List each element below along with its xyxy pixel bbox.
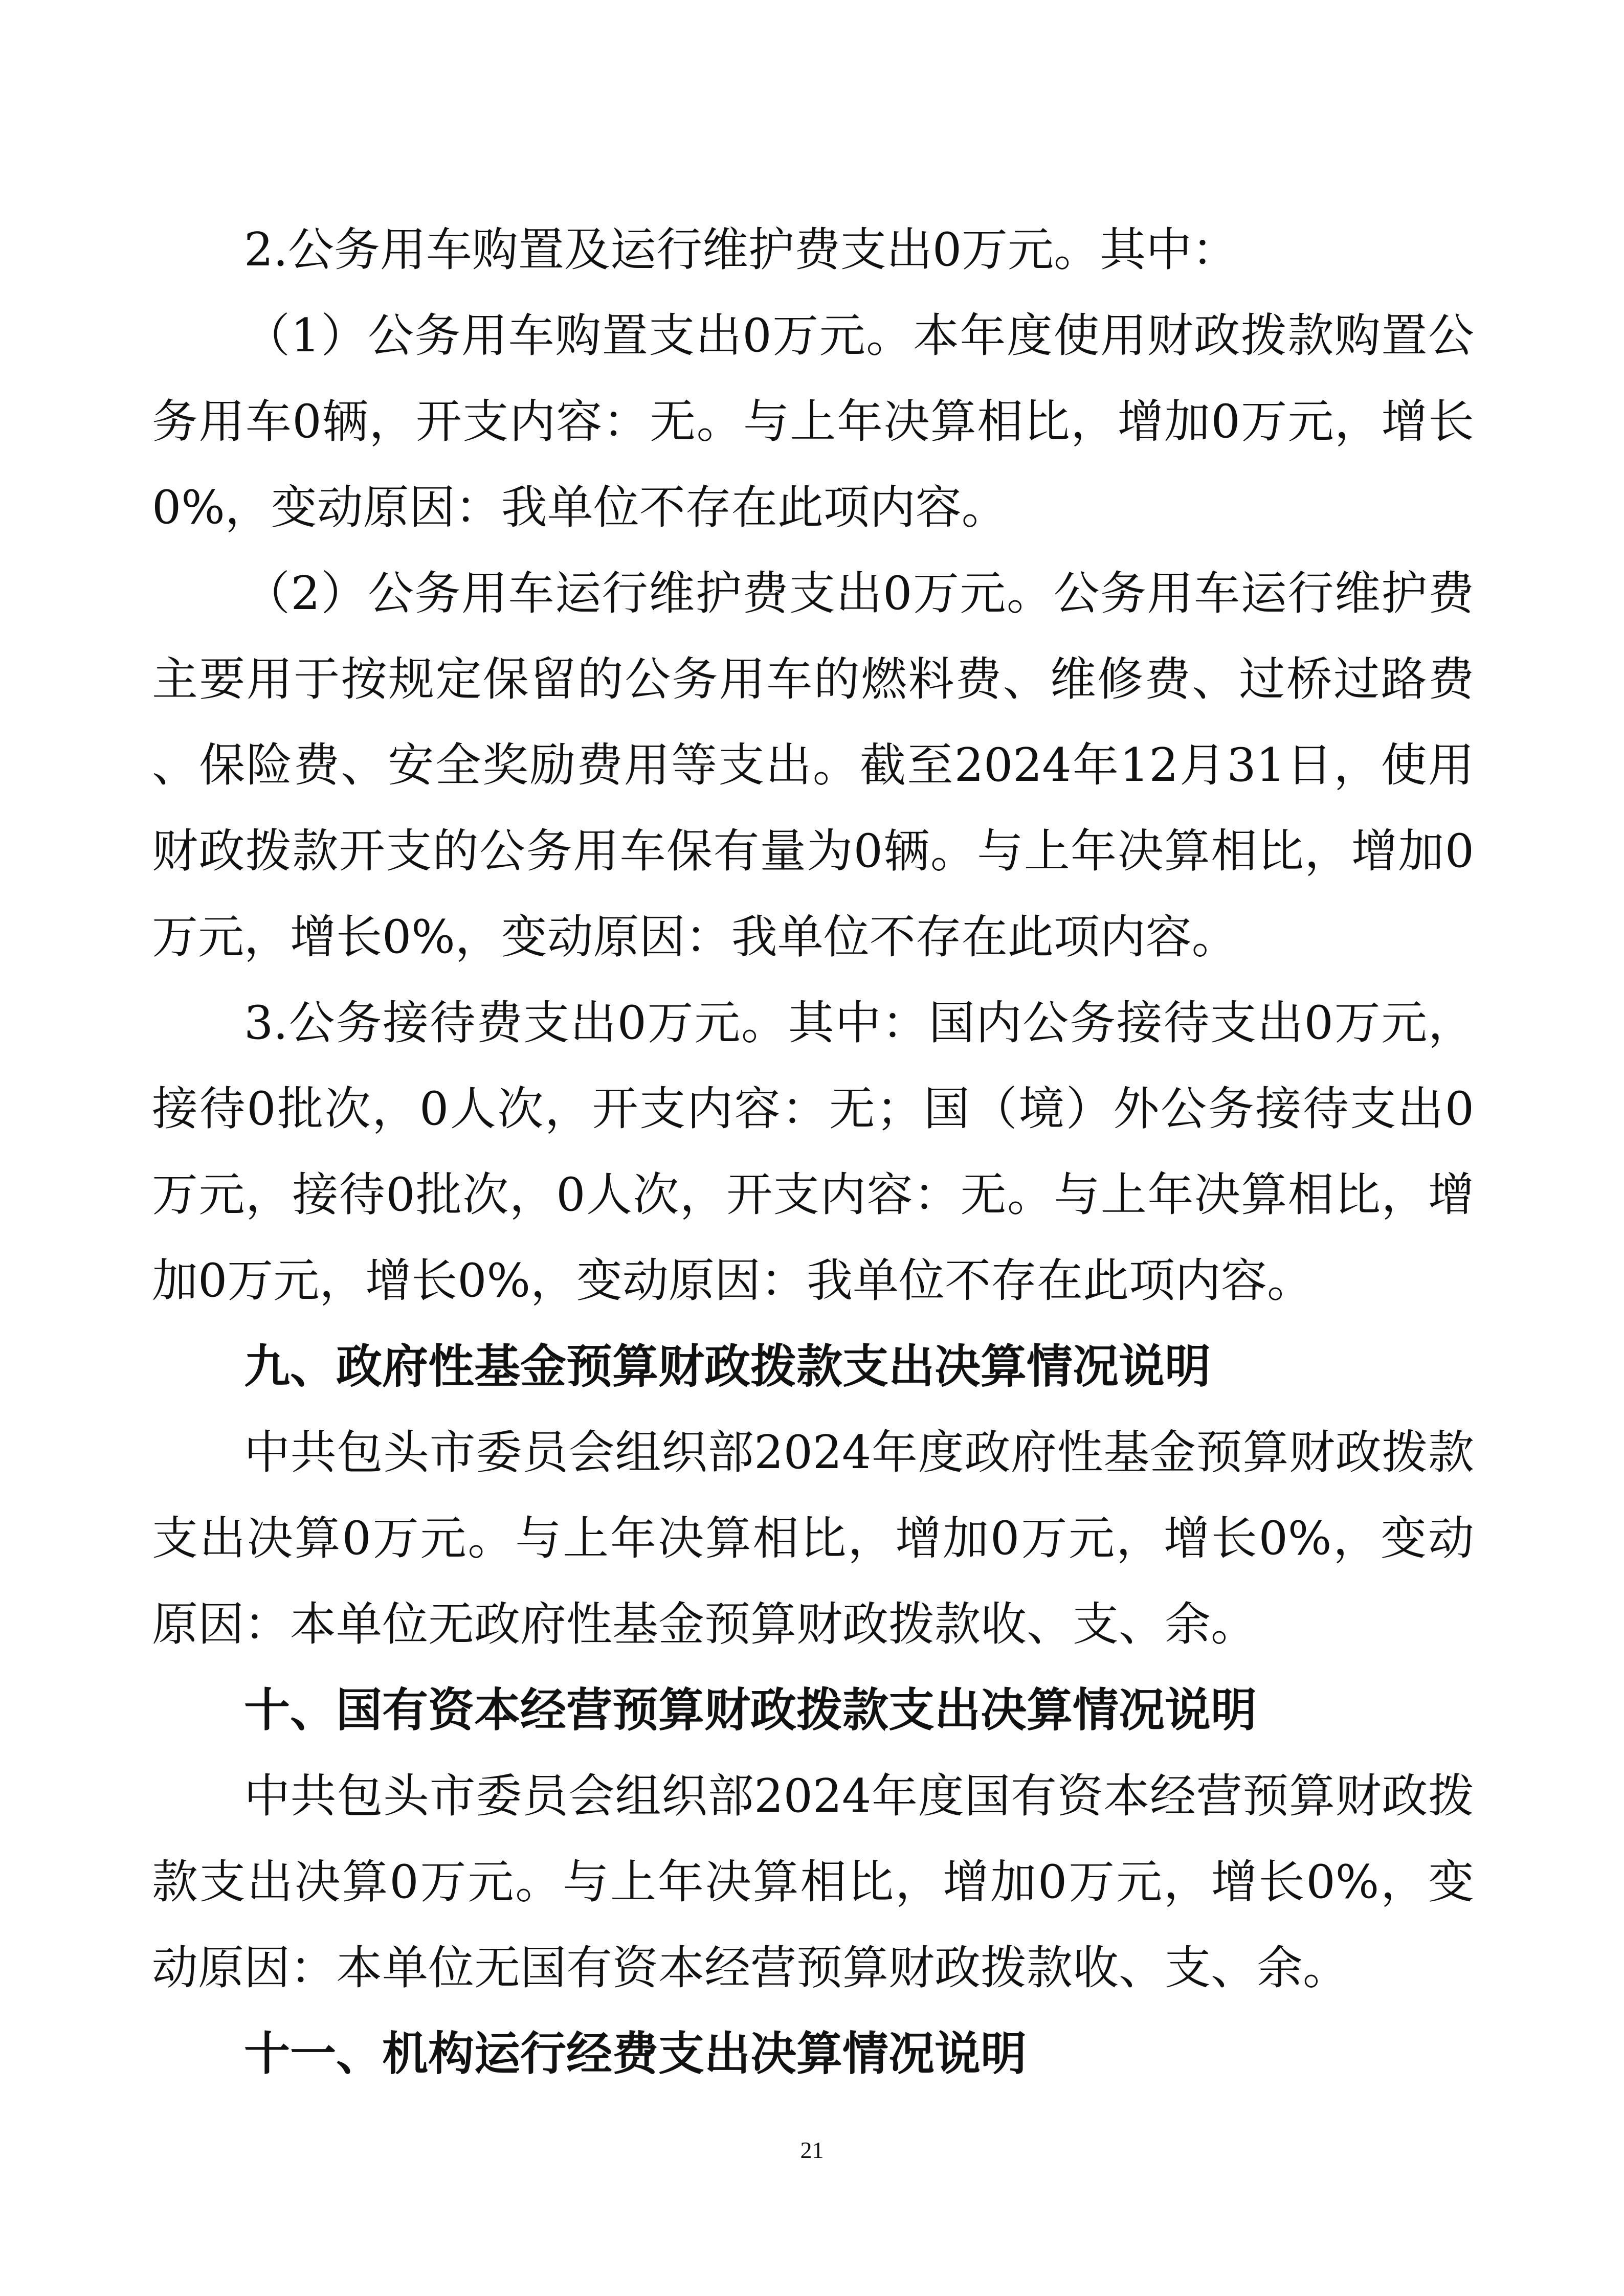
paragraph-vehicle-purchase: （1）公务用车购置支出0万元。本年度使用财政拨款购置公务用车0辆，开支内容：无。与上年决算相比，增加0万元，增长0%，变动原因：我单位不存在此项内容。	[152, 309, 1474, 534]
paragraph-state-capital: 中共包头市委员会组织部2024年度国有资本经营预算财政拨款支出决算0万元。与上年决算相比，增加0万元，增长0%，变动原因：本单位无国有资本经营预算财政拨款收、支、余。	[152, 1769, 1474, 1995]
section-heading-government-fund: 九、政府性基金预算财政拨款支出决算情况说明	[244, 1340, 1211, 1393]
section-heading-state-capital: 十、国有资本经营预算财政拨款支出决算情况说明	[244, 1683, 1257, 1737]
page-body	[152, 207, 1474, 2097]
section-heading-operating-expense: 十一、机构运行经费支出决算情况说明	[244, 2027, 1027, 2081]
paragraph-reception-expense: 3.公务接待费支出0万元。其中：国内公务接待支出0万元，接待0批次，0人次，开支内容：无；国（境）外公务接待支出0万元，接待0批次，0人次，开支内容：无。与上年决算相比，增加0万元，增长0%，变动原因：我单位不存在此项内容。	[152, 996, 1474, 1308]
paragraph-vehicle-expense-intro: 2.公务用车购置及运行维护费支出0万元。其中：	[244, 223, 1238, 277]
paragraph-vehicle-maintenance: （2）公务用车运行维护费支出0万元。公务用车运行维护费主要用于按规定保留的公务用车的燃料费、维修费、过桥过路费、保险费、安全奖励费用等支出。截至2024年12月31日，使用财政拨款开支的公务用车保有量为0辆。与上年决算相比，增加0万元，增长0%，变动原因：我单位不存在此项内容。	[152, 567, 1474, 964]
paragraph-government-fund: 中共包头市委员会组织部2024年度政府性基金预算财政拨款支出决算0万元。与上年决算相比，增加0万元，增长0%，变动原因：本单位无政府性基金预算财政拨款收、支、余。	[152, 1426, 1474, 1651]
page-number: 21	[800, 2137, 824, 2163]
